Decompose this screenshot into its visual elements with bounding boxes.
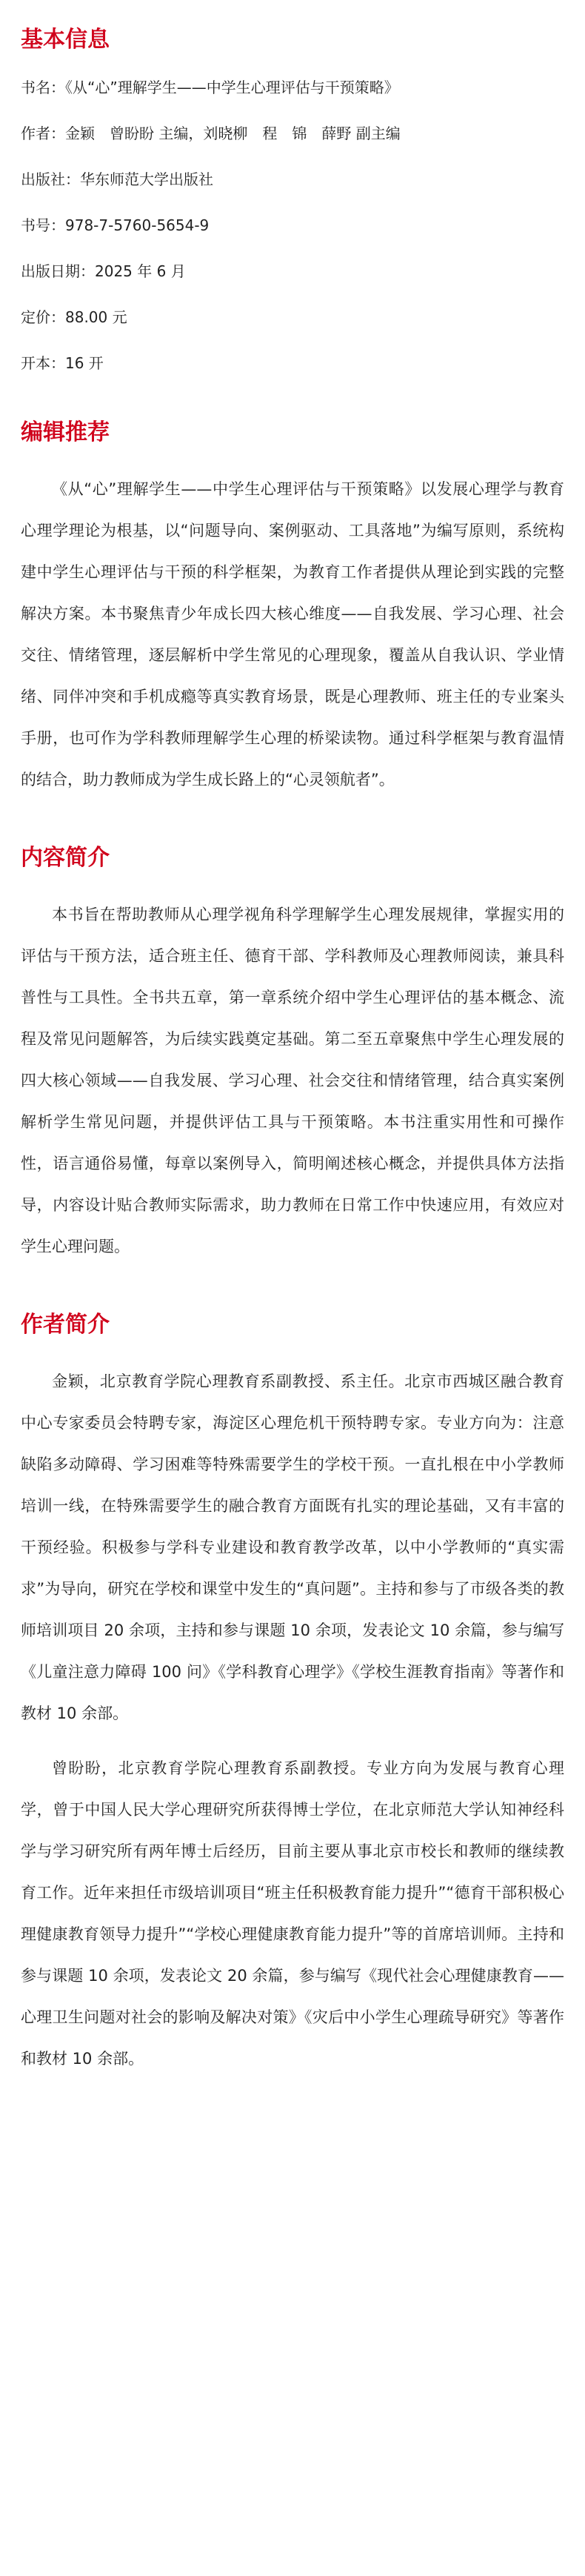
- author-intro-paragraph-zeng-panpan: 曾盼盼，北京教育学院心理教育系副教授。专业方向为发展与教育心理学，曾于中国人民大学心理研究所获得博士学位，在北京师范大学认知神经科学与学习研究所有两年博士后经历，目前主要从事北京市校长和教师的继续教育工作。近年来担任市级培训项目“班主任积极教育能力提升”“德育干部积极心理健康教育领导力提升”“学校心理健康教育能力提升”等的首席培训师。主持和参与课题 10 余项，发表论文 20 余篇，参与编写《现代社会心理健康教育——心理卫生问题对社会的影响及解决对策》《灾后中小学生心理疏导研究》等著作和教材 10 余部。: [21, 1759, 564, 2068]
- editor-recommendation-section: [21, 418, 564, 800]
- info-isbn: 书号：978-7-5760-5654-9: [21, 216, 210, 234]
- editor-recommendation-heading: 编辑推荐: [21, 419, 110, 445]
- content-summary-section: [21, 843, 564, 1267]
- info-publisher: 出版社：华东师范大学出版社: [21, 170, 213, 188]
- content-summary-paragraph: 本书旨在帮助教师从心理学视角科学理解学生心理发展规律，掌握实用的评估与干预方法，适合班主任、德育干部、学科教师及心理教师阅读，兼具科普性与工具性。全书共五章，第一章系统介绍中学生心理评估的基本概念、流程及常见问题解答，为后续实践奠定基础。第二至五章聚焦中学生心理发展的四大核心领域——自我发展、学习心理、社会交往和情绪管理，结合真实案例解析学生常见问题，并提供评估工具与干预策略。本书注重实用性和可操作性，语言通俗易懂，每章以案例导入，简明阐述核心概念，并提供具体方法指导，内容设计贴合教师实际需求，助力教师在日常工作中快速应用，有效应对学生心理问题。: [21, 906, 564, 1255]
- basic-info-heading: 基本信息: [21, 27, 110, 53]
- author-intro-section: [21, 1310, 564, 2079]
- author-intro-paragraph-jin-ying: 金颖，北京教育学院心理教育系副教授、系主任。北京市西城区融合教育中心专家委员会特聘专家，海淀区心理危机干预特聘专家。专业方向为：注意缺陷多动障碍、学习困难等特殊需要学生的学校干预。一直扎根在中小学教师培训一线，在特殊需要学生的融合教育方面既有扎实的理论基础，又有丰富的干预经验。积极参与学科专业建设和教育教学改革，以中小学教师的“真实需求”为导向，研究在学校和课堂中发生的“真问题”。主持和参与了市级各类的教师培训项目 20 余项，主持和参与课题 10 余项，发表论文 10 余篇，参与编写《儿童注意力障碍 100 问》《学科教育心理学》《学校生涯教育指南》等著作和教材 10 余部。: [21, 1372, 564, 1722]
- basic-info-section: [21, 25, 564, 375]
- author-intro-heading: 作者简介: [21, 1312, 110, 1338]
- content-summary-heading: 内容简介: [21, 845, 110, 871]
- info-price: 定价：88.00 元: [21, 308, 127, 326]
- info-format: 开本：16 开: [21, 354, 104, 372]
- info-publish-date: 出版日期：2025 年 6 月: [21, 262, 186, 280]
- editor-recommendation-paragraph: 《从“心”理解学生——中学生心理评估与干预策略》以发展心理学与教育心理学理论为根基，以“问题导向、案例驱动、工具落地”为编写原则，系统构建中学生心理评估与干预的科学框架，为教育工作者提供从理论到实践的完整解决方案。本书聚焦青少年成长四大核心维度——自我发展、学习心理、社会交往、情绪管理，逐层解析中学生常见的心理现象，覆盖从自我认识、学业情绪、同伴冲突和手机成瘾等真实教育场景，既是心理教师、班主任的专业案头手册，也可作为学科教师理解学生心理的桥梁读物。通过科学框架与教育温情的结合，助力教师成为学生成长路上的“心灵领航者”。: [21, 480, 564, 789]
- info-authors: 作者：金颖 曾盼盼 主编，刘晓柳 程 锦 薛野 副主编: [21, 125, 401, 142]
- info-book-title: 书名：《从“心”理解学生——中学生心理评估与干预策略》: [21, 79, 399, 96]
